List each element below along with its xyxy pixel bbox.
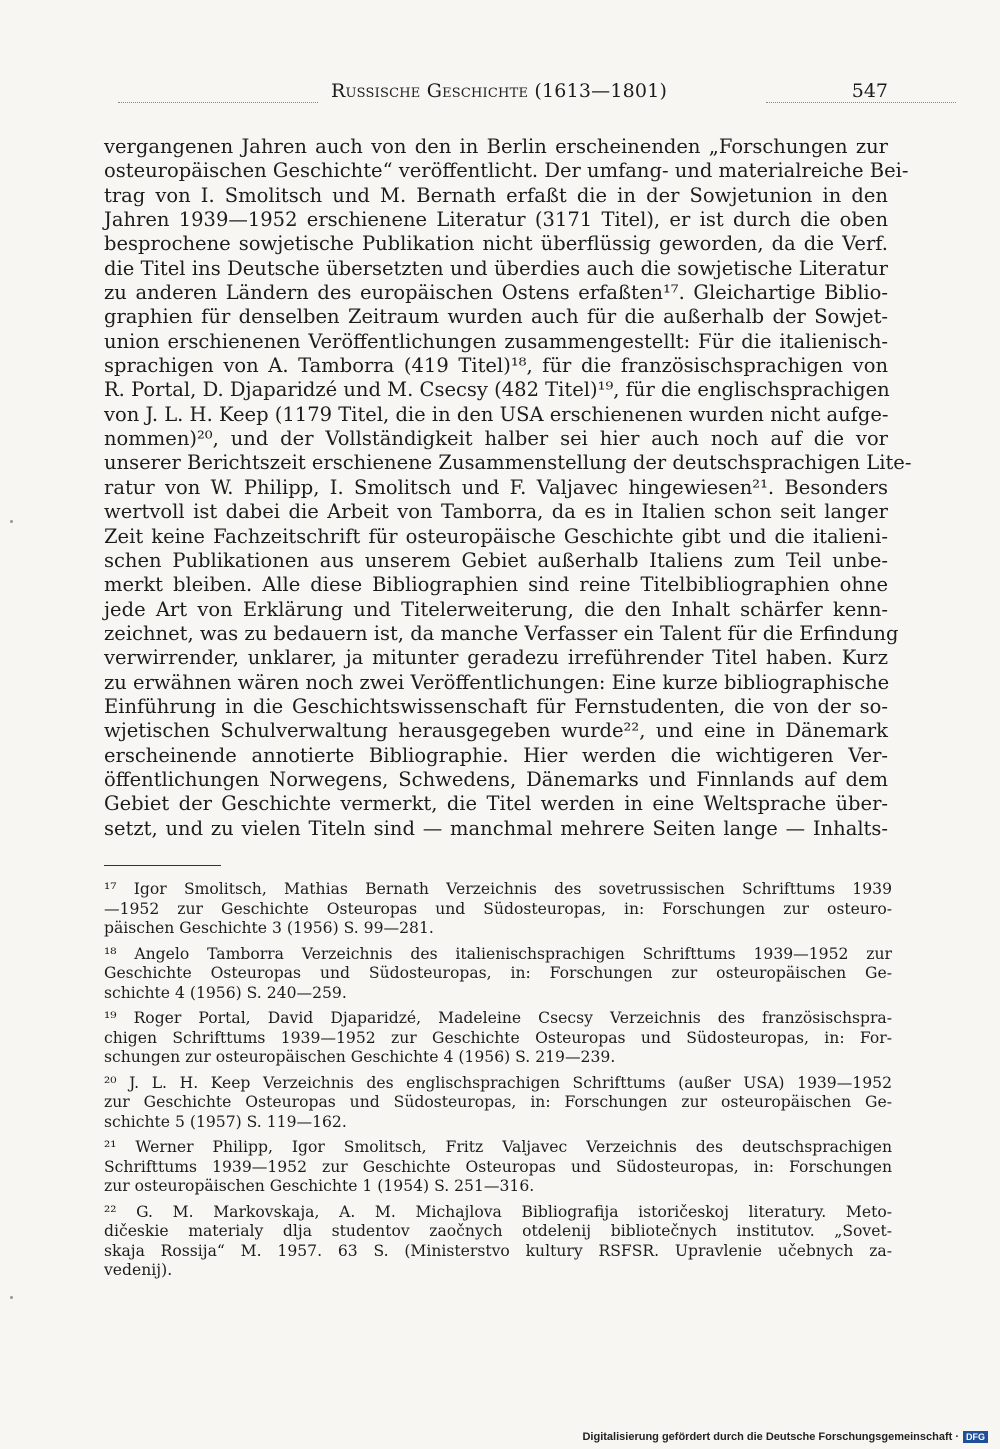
- scan-speck: [10, 520, 13, 523]
- body-line: nommen)²⁰, und der Vollständigkeit halber sei hier auch noch auf die vor: [104, 427, 888, 451]
- footnote-line: schungen zur osteuropäischen Geschichte 4 (1956) S. 219—239.: [104, 1048, 616, 1066]
- body-line: von J. L. H. Keep (1179 Titel, die in den USA erschienenen wurden nicht aufge-: [104, 402, 889, 426]
- footnote-line: zur Geschichte Osteuropas und Südosteuropas, in: Forschungen zur osteuropäischen Ge-: [104, 1093, 892, 1111]
- body-line: merkt bleiben. Alle diese Bibliographien sind reine Titelbibliographien ohne: [104, 573, 888, 597]
- running-header: [118, 80, 888, 106]
- running-title-dates: (1613—1801): [528, 80, 668, 102]
- footnote-line: ¹⁷ Igor Smolitsch, Mathias Bernath Verzeichnis des sovetrussischen Schrifttums 1939: [104, 880, 892, 898]
- footnote-line: schichte 4 (1956) S. 240—259.: [104, 983, 347, 1002]
- body-line: trag von I. Smolitsch und M. Bernath erfaßt die in der Sowjetunion in den: [104, 183, 888, 207]
- body-line: besprochene sowjetische Publikation nicht überflüssig geworden, da die Verf.: [104, 232, 888, 256]
- header-dotted-rule-left: [118, 102, 318, 103]
- body-line: Zeit keine Fachzeitschrift für osteuropäische Geschichte gibt und die italieni-: [104, 524, 888, 548]
- page-number: 547: [851, 80, 888, 102]
- body-line: osteuropäischen Geschichte“ veröffentlicht. Der umfang- und materialreiche Bei-: [104, 159, 909, 183]
- footnote-line: dičeskie materialy dlja studentov zaočnych otdelenij bibliotečnych institutov. „Sovet-: [104, 1222, 892, 1240]
- body-line: zeichnet, was zu bedauern ist, da manche Verfasser ein Talent für die Erfindung: [104, 621, 899, 645]
- footnote-line: ²¹ Werner Philipp, Igor Smolitsch, Fritz Valjavec Verzeichnis des deutschsprachigen: [104, 1138, 892, 1156]
- footnotes: [104, 880, 892, 1287]
- scan-speck: [10, 1296, 13, 1299]
- footnote-line: Schrifttums 1939—1952 zur Geschichte Osteuropas und Südosteuropas, in: Forschungen: [104, 1157, 892, 1176]
- footnote-line: päischen Geschichte 3 (1956) S. 99—281.: [104, 919, 434, 937]
- body-line: erscheinende annotierte Bibliographie. Hier werden die wichtigeren Ver-: [104, 743, 888, 767]
- body-line: graphien für denselben Zeitraum wurden auch für die außerhalb der Sowjet-: [104, 305, 888, 329]
- body-line: setzt, und zu vielen Titeln sind — manchmal mehrere Seiten lange — Inhalts-: [104, 816, 888, 840]
- footnote: [104, 1203, 892, 1281]
- footnote-separator: [104, 865, 221, 866]
- body-line: unserer Berichtszeit erschienene Zusammenstellung der deutschsprachigen Lite-: [104, 451, 912, 475]
- digitization-footer: [582, 1431, 988, 1443]
- footnote-line: vedenij).: [104, 1261, 173, 1279]
- dfg-logo: DFG: [963, 1431, 988, 1443]
- running-title: [331, 80, 667, 102]
- body-line: jede Art von Erklärung und Titelerweiterung, die den Inhalt schärfer kenn-: [104, 597, 888, 621]
- footnote-line: ¹⁸ Angelo Tamborra Verzeichnis des italienischsprachigen Schrifttums 1939—1952 zur: [104, 944, 892, 963]
- body-line: die Titel ins Deutsche übersetzten und überdies auch die sowjetische Literatur: [104, 256, 888, 280]
- footer-text: Digitalisierung gefördert durch die Deutsche Forschungsgemeinschaft ·: [582, 1431, 959, 1443]
- body-line: schen Publikationen aus unserem Gebiet außerhalb Italiens zum Teil unbe-: [104, 548, 888, 572]
- footnote: [104, 945, 892, 1004]
- body-line: R. Portal, D. Djaparidzé und M. Csecsy (482 Titel)¹⁹, für die englischsprachigen: [104, 378, 890, 402]
- footnote: [104, 1009, 892, 1068]
- header-dotted-rule-right: [766, 102, 956, 103]
- footnote-line: schichte 5 (1957) S. 119—162.: [104, 1112, 347, 1131]
- footnote: [104, 1074, 892, 1133]
- footnote-line: Geschichte Osteuropas und Südosteuropas, in: Forschungen zur osteuropäischen Ge-: [104, 964, 892, 982]
- body-text: [104, 135, 912, 841]
- footnote: [104, 1138, 892, 1197]
- body-line: zu erwähnen wären noch zwei Veröffentlichungen: Eine kurze bibliographische: [104, 670, 890, 694]
- body-line: union erschienenen Veröffentlichungen zusammengestellt: Für die italienisch-: [104, 329, 888, 353]
- body-line: wjetischen Schulverwaltung herausgegeben wurde²², und eine in Dänemark: [104, 719, 888, 743]
- footnote-line: ¹⁹ Roger Portal, David Djaparidzé, Madeleine Csecsy Verzeichnis des französischspra-: [104, 1009, 892, 1027]
- body-line: ratur von W. Philipp, I. Smolitsch und F. Valjavec hingewiesen²¹. Besonders: [104, 475, 888, 499]
- footnote-line: ²⁰ J. L. H. Keep Verzeichnis des englischsprachigen Schrifttums (außer USA) 1939—1952: [104, 1073, 892, 1092]
- body-line: Jahren 1939—1952 erschienene Literatur (3171 Titel), er ist durch die oben: [104, 208, 888, 232]
- body-line: vergangenen Jahren auch von den in Berlin erscheinenden „Forschungen zur: [104, 135, 888, 158]
- body-line: Gebiet der Geschichte vermerkt, die Titel werden in eine Weltsprache über-: [104, 792, 888, 816]
- footnote-line: ²² G. M. Markovskaja, A. M. Michajlova Bibliografija istoričeskoj literatury. Meto-: [104, 1202, 892, 1221]
- footnote-line: —1952 zur Geschichte Osteuropas und Südosteuropas, in: Forschungen zur osteuro-: [104, 899, 892, 918]
- footnote-line: zur osteuropäischen Geschichte 1 (1954) S. 251—316.: [104, 1177, 535, 1195]
- body-line: öffentlichungen Norwegens, Schwedens, Dänemarks und Finnlands auf dem: [104, 767, 888, 791]
- running-title-main: Russische Geschichte: [331, 80, 529, 102]
- footnote-line: chigen Schrifttums 1939—1952 zur Geschichte Osteuropas und Südosteuropas, in: For-: [104, 1028, 892, 1047]
- footnote-line: skaja Rossija“ M. 1957. 63 S. (Ministerstvo kultury RSFSR. Upravlenie učebnych za-: [104, 1241, 892, 1260]
- body-line: zu anderen Ländern des europäischen Ostens erfaßten¹⁷. Gleichartige Biblio-: [104, 281, 888, 305]
- footnote: [104, 880, 892, 939]
- body-line: wertvoll ist dabei die Arbeit von Tamborra, da es in Italien schon seit langer: [104, 500, 888, 524]
- body-line: sprachigen von A. Tamborra (419 Titel)¹⁸, für die französischsprachigen von: [104, 354, 888, 378]
- body-line: verwirrender, unklarer, ja mitunter geradezu irreführender Titel haben. Kurz: [104, 646, 888, 670]
- body-line: Einführung in die Geschichtswissenschaft für Fernstudenten, die von der so-: [104, 694, 888, 718]
